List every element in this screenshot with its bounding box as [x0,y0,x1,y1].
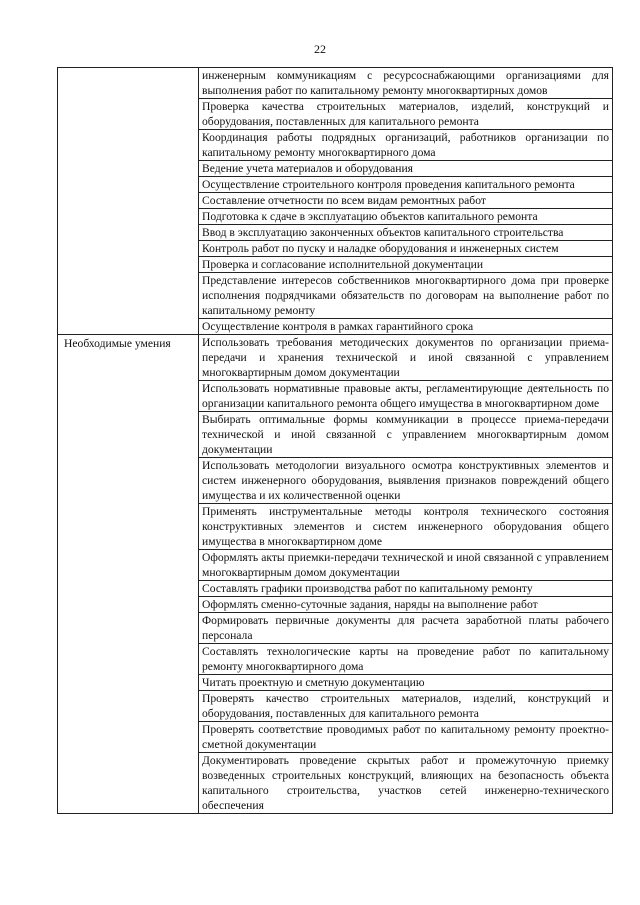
table-row [58,177,613,193]
table-row [58,130,613,161]
table-row [58,381,613,412]
section-label-cell [58,161,199,177]
section-label-cell [58,68,199,99]
table-row [58,644,613,675]
section-label-cell [58,209,199,225]
table-row [58,193,613,209]
requirement-item: Проверка качества строительных материалов, изделий, конструкций и оборудования, поставленных для капитального ремонта [199,99,613,130]
section-label-cell [58,257,199,273]
section-label-cell [58,273,199,319]
requirement-item: Выбирать оптимальные формы коммуникации в процессе приема-передачи технической и иной связанной с управлением многоквартирным домом документации [199,412,613,458]
table-row [58,753,613,814]
section-label-cell [58,581,199,597]
section-label-cell [58,412,199,458]
requirement-item: Проверка и согласование исполнительной документации [199,257,613,273]
requirement-item: Контроль работ по пуску и наладке оборудования и инженерных систем [199,241,613,257]
table-row [58,273,613,319]
section-label-cell [58,675,199,691]
requirement-item: Использовать нормативные правовые акты, регламентирующие деятельность по организации капитального ремонта общего имущества в многоквартирном доме [199,381,613,412]
section-label-cell [58,241,199,257]
requirement-item: Осуществление контроля в рамках гарантийного срока [199,319,613,335]
table-row [58,722,613,753]
table-row [58,257,613,273]
requirement-item: Координация работы подрядных организаций, работников организации по капитальному ремонту многоквартирного дома [199,130,613,161]
requirement-item: Оформлять акты приемки-передачи технической и иной связанной с управлением многоквартирным домом документации [199,550,613,581]
table-row [58,504,613,550]
table-row [58,319,613,335]
requirement-item: Составлять технологические карты на проведение работ по капитальному ремонту многоквартирного дома [199,644,613,675]
requirements-table [57,67,613,814]
table-row [58,99,613,130]
section-label-cell [58,504,199,550]
requirement-item: Составление отчетности по всем видам ремонтных работ [199,193,613,209]
section-label-cell [58,644,199,675]
section-label-cell [58,99,199,130]
section-label-cell [58,691,199,722]
section-label-cell [58,225,199,241]
table-row [58,68,613,99]
table-row [58,412,613,458]
table-row [58,209,613,225]
table-row [58,161,613,177]
requirement-item: Читать проектную и сметную документацию [199,675,613,691]
table-row [58,691,613,722]
table-row [58,581,613,597]
requirement-item: Применять инструментальные методы контроля технического состояния конструктивных элементов и систем инженерного оборудования общего имущества в многоквартирном доме [199,504,613,550]
section-label-cell: Необходимые умения [58,335,199,381]
requirement-item: Использовать методологии визуального осмотра конструктивных элементов и систем инженерного оборудования, выявления признаков повреждений общего имущества и их количественной оценки [199,458,613,504]
section-label-cell [58,458,199,504]
table-row [58,613,613,644]
table-row [58,225,613,241]
requirement-item: Проверять соответствие проводимых работ по капитальному ремонту проектно-сметной документации [199,722,613,753]
requirement-item: Оформлять сменно-суточные задания, наряды на выполнение работ [199,597,613,613]
section-label-cell [58,597,199,613]
table-row [58,241,613,257]
requirement-item: Документировать проведение скрытых работ и промежуточную приемку возведенных строительных конструкций, влияющих на безопасность объекта капитального строительства, участков сетей инженерно-технического обеспечения [199,753,613,814]
section-label-cell [58,613,199,644]
section-label-cell [58,722,199,753]
requirement-item: инженерным коммуникациям с ресурсоснабжающими организациями для выполнения работ по капитальному ремонту многоквартирных домов [199,68,613,99]
requirement-item: Подготовка к сдаче в эксплуатацию объектов капитального ремонта [199,209,613,225]
table-row [58,675,613,691]
requirement-item: Составлять графики производства работ по капитальному ремонту [199,581,613,597]
requirement-item: Осуществление строительного контроля проведения капитального ремонта [199,177,613,193]
page-number: 22 [314,42,326,56]
section-label-cell [58,319,199,335]
requirement-item: Проверять качество строительных материалов, изделий, конструкций и оборудования, поставленных для капитального ремонта [199,691,613,722]
requirement-item: Формировать первичные документы для расчета заработной платы рабочего персонала [199,613,613,644]
section-label-cell [58,193,199,209]
requirement-item: Ведение учета материалов и оборудования [199,161,613,177]
section-label-cell [58,753,199,814]
section-label-cell [58,177,199,193]
section-label-cell [58,130,199,161]
requirements-table-body [58,68,613,814]
table-row [58,335,613,381]
section-label-cell [58,381,199,412]
requirement-item: Использовать требования методических документов по организации приема-передачи и хранения технической и иной связанной с управлением многоквартирным домом документации [199,335,613,381]
table-row [58,597,613,613]
requirement-item: Представление интересов собственников многоквартирного дома при проверке исполнения подрядчиками обязательств по договорам на выполнение работ по капитальному ремонту [199,273,613,319]
table-row [58,550,613,581]
requirement-item: Ввод в эксплуатацию законченных объектов капитального строительства [199,225,613,241]
table-row [58,458,613,504]
section-label-cell [58,550,199,581]
